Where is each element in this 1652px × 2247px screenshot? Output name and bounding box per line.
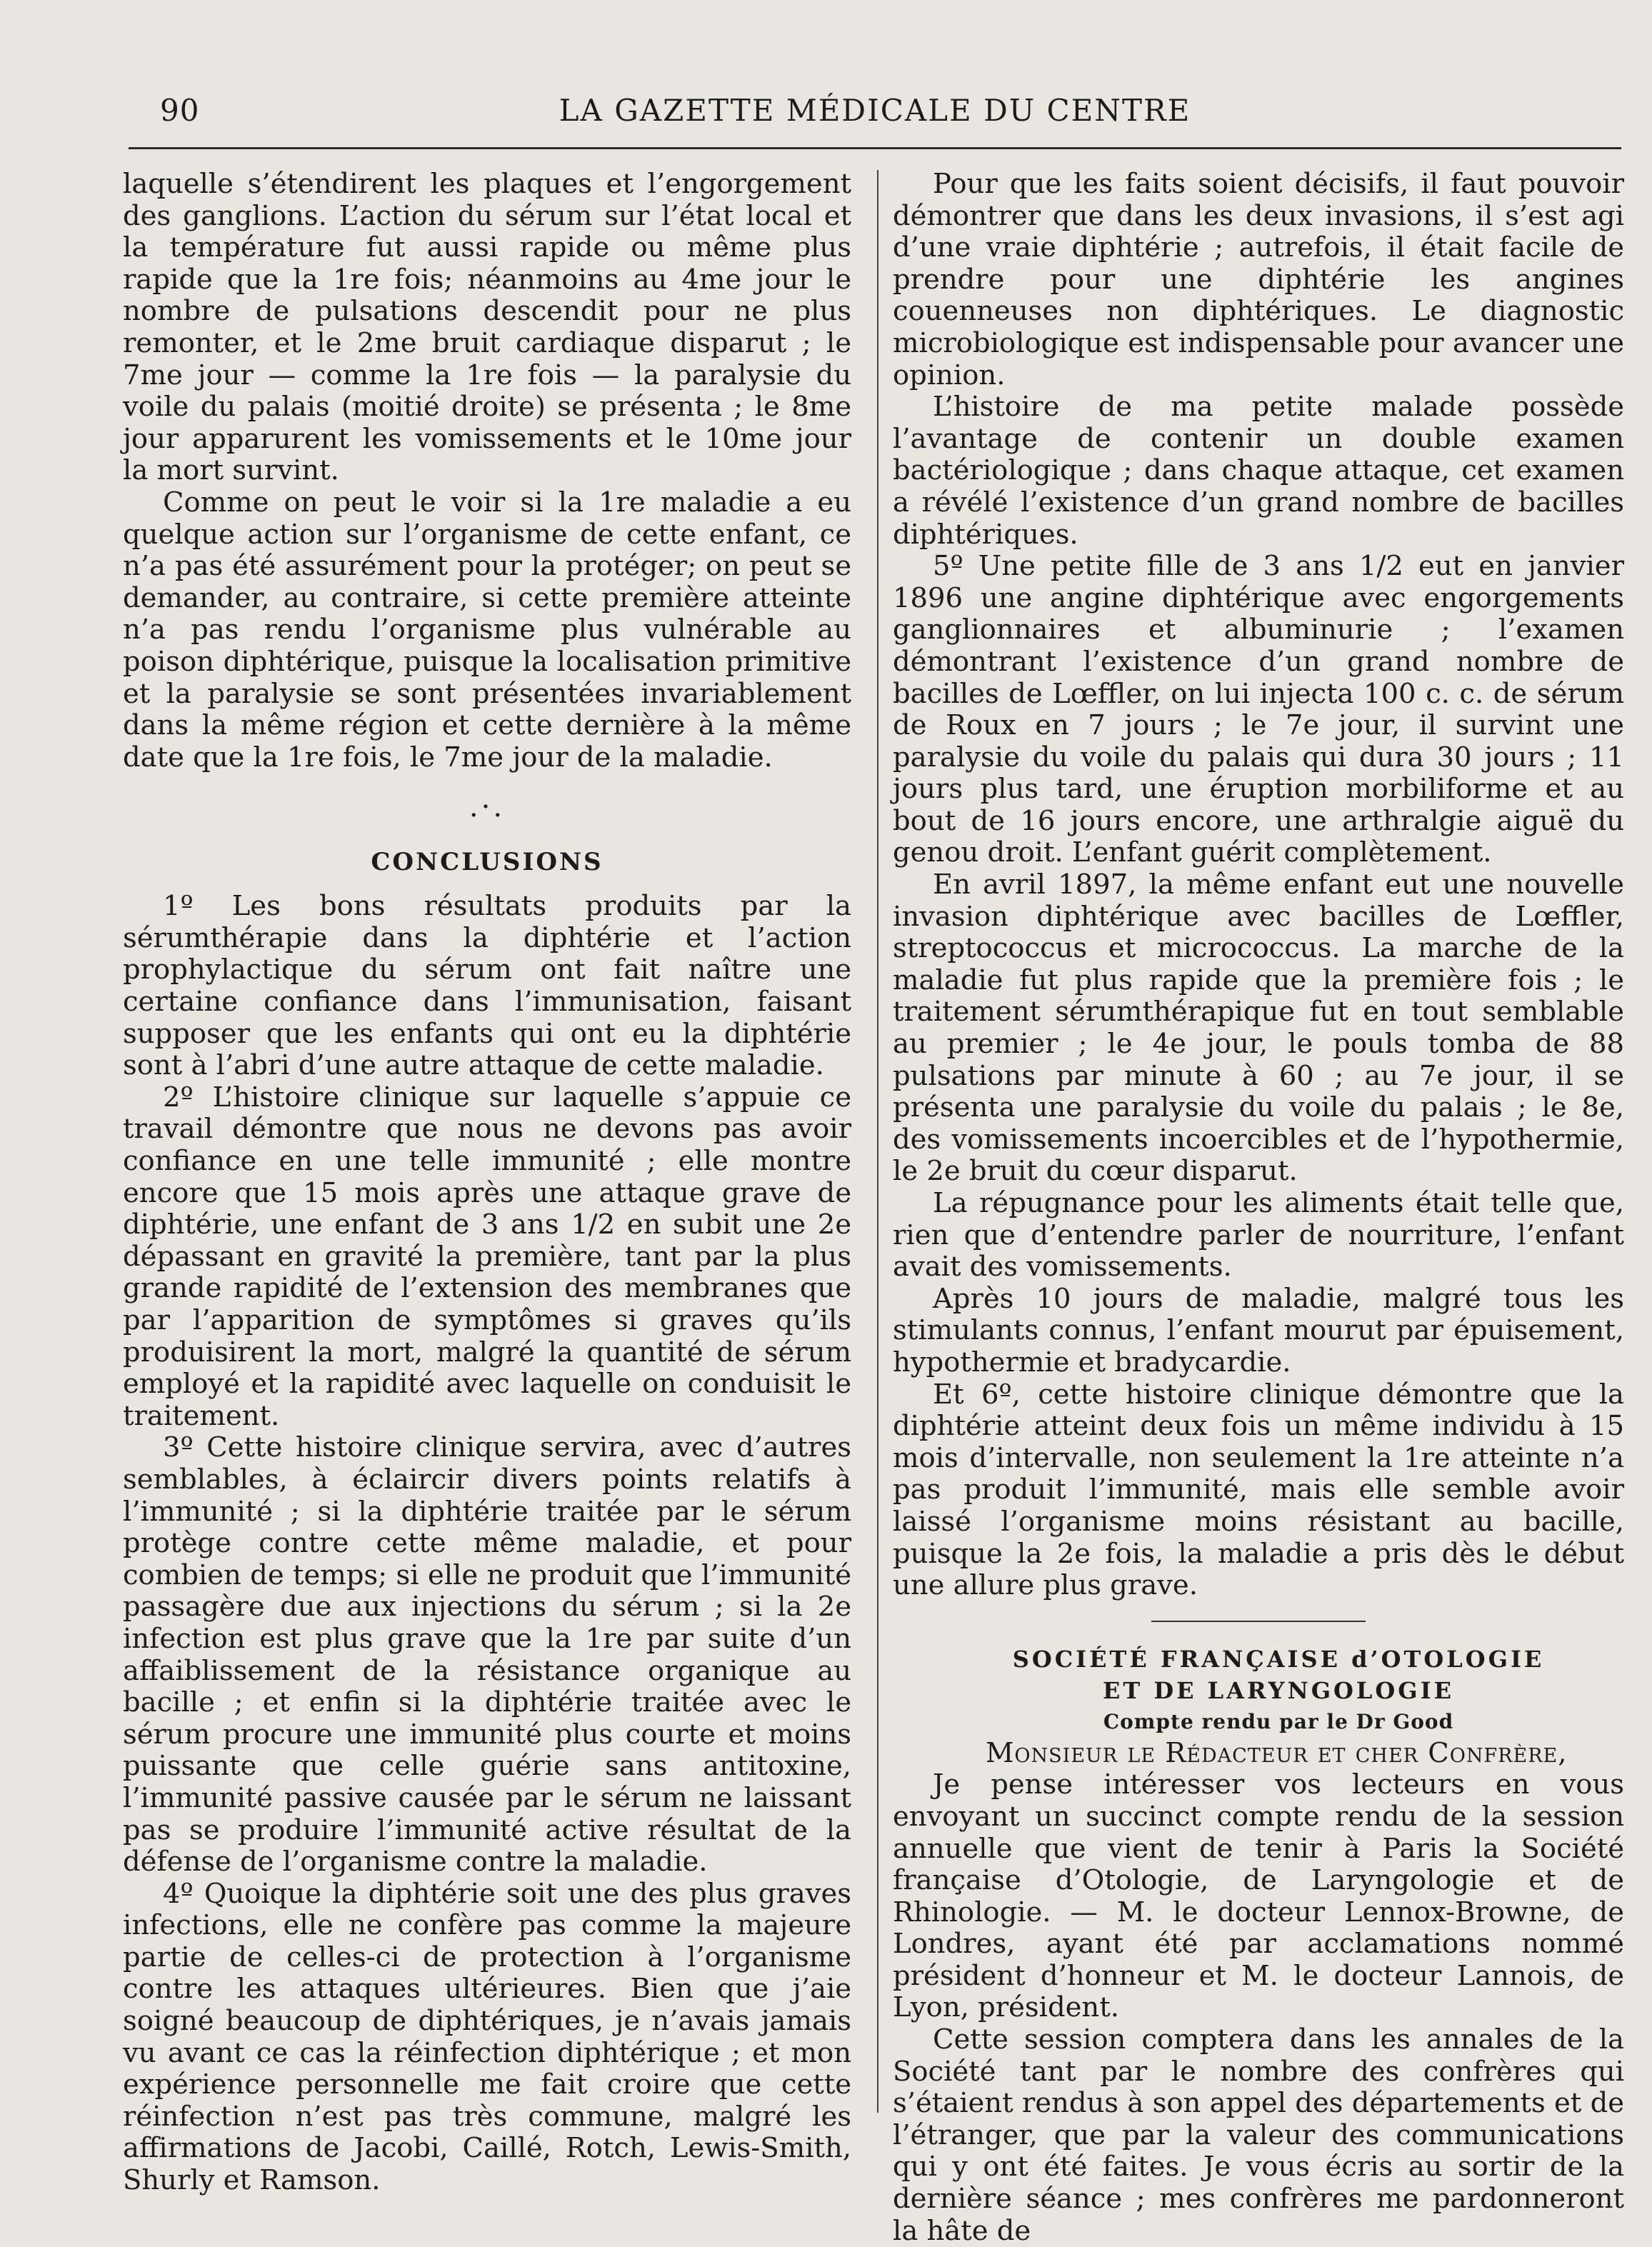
page-number: 90 (160, 93, 200, 128)
asterism-ornament: .·. (469, 791, 506, 824)
paragraph: Pour que les faits soient décisifs, il faut pouvoir démontrer que dans les deux invasions, il s’est agi d’une vraie diphtérie ; autrefois, il était facile de prendre pour une diphtérie les angines couenneuses non diphtériques. Le diagnostic microbiologique est indispensable pour avancer une opinion. (893, 168, 1624, 391)
conclusion-paragraph: 3º Cette histoire clinique servira, avec d’autres semblables, à éclaircir divers points relatifs à l’immunité ; si la diphtérie traitée par le sérum protège contre cette même maladie, et pour combien de temps; si elle ne produit que l’immunité passagère due aux injections du sérum ; si la 2e infection est plus grave que la 1re par suite d’un affaiblissement de la résistance organique au bacille ; et enfin si la diphtérie traitée avec le sérum procure une immunité plus courte et moins puissante que celle guérie sans antitoxine, l’immunité passive causée par le sérum ne laissant pas se produire l’immunité active résultat de la défense de l’organisme contre la maladie. (123, 1431, 851, 1878)
running-title: LA GAZETTE MÉDICALE DU CENTRE (559, 93, 1191, 128)
societe-subtitle: Compte rendu par le Dr Good (1103, 1709, 1454, 1733)
conclusion-paragraph: 1º Les bons résultats produits par la sérumthérapie dans la diphtérie et l’action prophylactique du sérum ont fait naître une certaine confiance dans l’immunisation, faisant supposer que les enfants qui ont eu la diphtérie sont à l’abri d’une autre attaque de cette maladie. (123, 890, 851, 1082)
conclusion-paragraph: 2º L’histoire clinique sur laquelle s’appuie ce travail démontre que nous ne devons pas avoir confiance en une telle immunité ; elle montre encore que 15 mois après une attaque grave de diphtérie, une enfant de 3 ans 1/2 en subit une 2e dépassant en gravité la première, tant par la plus grande rapidité de l’extension des membranes que par l’apparition de symptômes si graves qu’ils produisirent la mort, malgré la quantité de sérum employé et la rapidité avec laquelle on conduisit le traitement. (123, 1081, 851, 1432)
paragraph: Je pense intéresser vos lecteurs en vous envoyant un succinct compte rendu de la session annuelle que vient de tenir à Paris la Société française d’Otologie, de Laryngologie et de Rhinologie. — M. le docteur Lennox-Browne, de Londres, ayant été par acclamations nommé président d’honneur et M. le docteur Lannois, de Lyon, président. (893, 1768, 1624, 2024)
paragraph: Et 6º, cette histoire clinique démontre que la diphtérie atteint deux fois un même individu à 15 mois d’intervalle, non seulement la 1re atteinte n’a pas produit l’immunité, mais elle semble avoir laissé l’organisme moins résistant au bacille, puisque la 2e fois, la maladie a pris dès le début une allure plus grave. (893, 1378, 1624, 1602)
societe-title-line-1: SOCIÉTÉ FRANÇAISE d’OTOLOGIE (1012, 1645, 1545, 1673)
left-column (123, 169, 851, 2197)
conclusion-paragraph: 4º Quoique la diphtérie soit une des plus graves infections, elle ne confère pas comme la majeure partie de celles-ci de protection à l’organisme contre les attaques ultérieures. Bien que j’aie soigné beaucoup de diphtériques, je n’avais jamais vu avant ce cas la réinfection diphtérique ; et mon expérience personnelle me fait croire que cette réinfection n’est pas très commune, malgré les affirmations de Jacobi, Caillé, Rotch, Lewis-Smith, Shurly et Ramson. (123, 1877, 851, 2197)
paragraph: L’histoire de ma petite malade possède l’avantage de contenir un double examen bactériologique ; dans chaque attaque, cet examen a révélé l’existence d’un grand nombre de bacilles diphtériques. (893, 391, 1624, 551)
page-header (129, 86, 1621, 143)
paragraph: La répugnance pour les aliments était telle que, rien que d’entendre parler de nourriture, l’enfant avait des vomissements. (893, 1187, 1624, 1283)
paragraph: 5º Une petite fille de 3 ans 1/2 eut en janvier 1896 une angine diphtérique avec engorgements ganglionnaires et albuminurie ; l’examen démontrant l’existence d’un grand nombre de bacilles de Lœffler, on lui injecta 100 c. c. de sérum de Roux en 7 jours ; le 7e jour, il survint une paralysie du voile du palais qui dura 30 jours ; 11 jours plus tard, une éruption morbiliforme et au bout de 16 jours encore, une arthralgie aiguë du genou droit. L’enfant guérit complètement. (893, 550, 1624, 869)
letter-salutation: Monsieur le Rédacteur et cher Confrère, (986, 1736, 1568, 1769)
column-separator (877, 170, 878, 2113)
paragraph: Cette session comptera dans les annales de la Société tant par le nombre des confrères qui s’étaient rendus à son appel des départements et de l’étranger, que par la valeur des communications qui y ont été faites. Je vous écris au sortir de la dernière séance ; mes confrères me pardonneront la hâte de (893, 2023, 1624, 2247)
paragraph: Après 10 jours de maladie, malgré tous les stimulants connus, l’enfant mourut par épuisement, hypothermie et bradycardie. (893, 1282, 1624, 1378)
paragraph: En avril 1897, la même enfant eut une nouvelle invasion diphtérique avec bacilles de Lœffler, streptococcus et micrococcus. La marche de la maladie fut plus rapide que la première fois ; le traitement sérumthérapique fut en tout semblable au premier ; le 4e jour, le pouls tomba de 88 pulsations par minute à 60 ; au 7e jour, il se présenta une paralysie du voile du palais ; le 8e, des vomissements incoercibles et de l’hypothermie, le 2e bruit du cœur disparut. (893, 869, 1624, 1188)
paragraph: Comme on peut le voir si la 1re maladie a eu quelque action sur l’organisme de cette enfant, ce n’a pas été assurément pour la protéger; on peut se demander, au contraire, si cette première atteinte n’a pas rendu l’organisme plus vulnérable au poison diphtérique, puisque la localisation primitive et la paralysie se sont présentées invariablement dans la même région et cette dernière à la même date que la 1re fois, le 7me jour de la maladie. (123, 486, 851, 774)
conclusions-heading: CONCLUSIONS (371, 848, 604, 877)
paragraph: laquelle s’étendirent les plaques et l’engorgement des ganglions. L’action du sérum sur l’état local et la température fut aussi rapide ou même plus rapide que la 1re fois; néanmoins au 4me jour le nombre de pulsations descendit pour ne plus remonter, et le 2me bruit cardiaque disparut ; le 7me jour — comme la 1re fois — la paralysie du voile du palais (moitié droite) se présenta ; le 8me jour apparurent les vomissements et le 10me jour la mort survint. (123, 168, 851, 487)
section-divider (1151, 1621, 1366, 1622)
right-column (893, 169, 1624, 2247)
header-rule (129, 147, 1621, 149)
societe-title-line-2: ET DE LARYNGOLOGIE (1103, 1676, 1454, 1704)
